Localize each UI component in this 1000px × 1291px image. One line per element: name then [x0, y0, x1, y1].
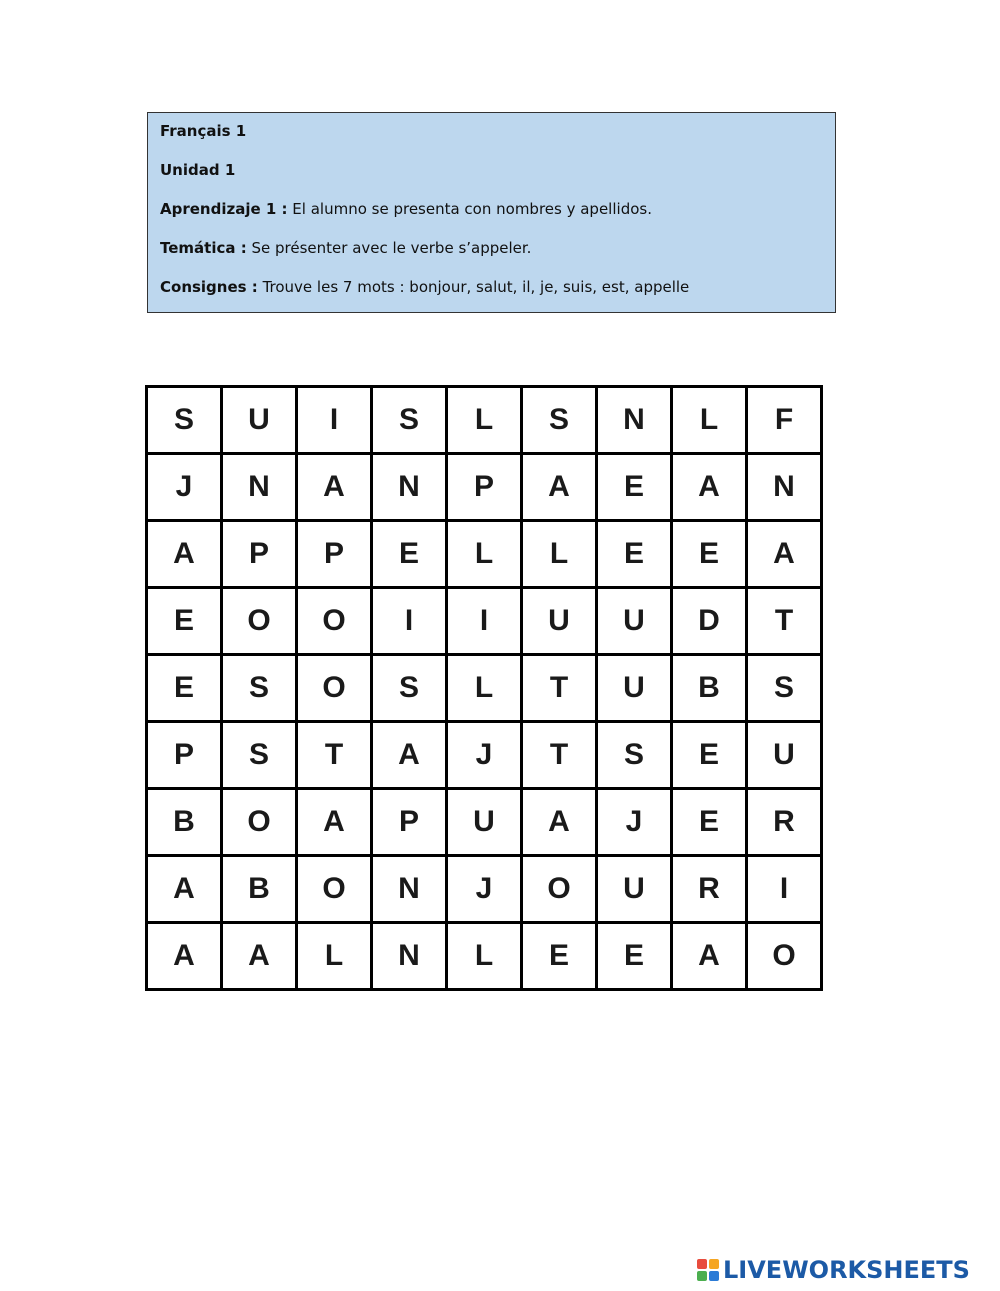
grid-cell[interactable]: A	[747, 521, 822, 588]
grid-row	[147, 722, 822, 789]
grid-cell[interactable]: F	[747, 387, 822, 454]
grid-cell[interactable]: O	[297, 588, 372, 655]
grid-cell[interactable]: N	[372, 923, 447, 990]
grid-cell[interactable]: E	[672, 789, 747, 856]
grid-cell[interactable]: U	[597, 655, 672, 722]
instructions-label: Consignes :	[160, 278, 258, 296]
grid-cell[interactable]: J	[597, 789, 672, 856]
grid-cell[interactable]: B	[222, 856, 297, 923]
unit-label: Unidad 1	[160, 161, 236, 179]
grid-cell[interactable]: E	[597, 521, 672, 588]
grid-cell[interactable]: E	[147, 588, 222, 655]
grid-cell[interactable]: N	[372, 454, 447, 521]
grid-cell[interactable]: E	[672, 722, 747, 789]
grid-cell[interactable]: S	[372, 655, 447, 722]
topic-line	[160, 238, 823, 277]
grid-cell[interactable]: U	[522, 588, 597, 655]
grid-cell[interactable]: O	[222, 789, 297, 856]
grid-cell[interactable]: L	[447, 655, 522, 722]
grid-cell[interactable]: U	[597, 856, 672, 923]
grid-row	[147, 588, 822, 655]
grid-cell[interactable]: S	[222, 655, 297, 722]
grid-cell[interactable]: N	[372, 856, 447, 923]
grid-row	[147, 856, 822, 923]
grid-cell[interactable]: U	[222, 387, 297, 454]
grid-cell[interactable]: U	[447, 789, 522, 856]
grid-cell[interactable]: A	[522, 454, 597, 521]
learning-text: El alumno se presenta con nombres y apellidos.	[287, 200, 652, 218]
learning-label: Aprendizaje 1 :	[160, 200, 288, 218]
grid-cell[interactable]: I	[447, 588, 522, 655]
grid-row	[147, 521, 822, 588]
grid-cell[interactable]: S	[147, 387, 222, 454]
grid-cell[interactable]: L	[297, 923, 372, 990]
grid-cell[interactable]: I	[372, 588, 447, 655]
grid-cell[interactable]: P	[447, 454, 522, 521]
grid-row	[147, 387, 822, 454]
word-search-grid	[145, 385, 823, 991]
topic-text: Se présenter avec le verbe s’appeler.	[246, 239, 532, 257]
grid-cell[interactable]: R	[672, 856, 747, 923]
grid-cell[interactable]: I	[747, 856, 822, 923]
grid-cell[interactable]: A	[147, 521, 222, 588]
grid-cell[interactable]: P	[297, 521, 372, 588]
grid-cell[interactable]: A	[147, 923, 222, 990]
liveworksheets-logo	[697, 1255, 970, 1285]
grid-cell[interactable]: S	[222, 722, 297, 789]
grid-cell[interactable]: A	[672, 454, 747, 521]
grid-cell[interactable]: O	[522, 856, 597, 923]
logo-block	[697, 1259, 707, 1269]
grid-cell[interactable]: O	[747, 923, 822, 990]
grid-cell[interactable]: N	[747, 454, 822, 521]
logo-blocks-icon	[697, 1259, 719, 1281]
grid-cell[interactable]: D	[672, 588, 747, 655]
grid-cell[interactable]: E	[597, 923, 672, 990]
grid-cell[interactable]: T	[522, 655, 597, 722]
grid-cell[interactable]: P	[372, 789, 447, 856]
grid-cell[interactable]: B	[672, 655, 747, 722]
grid-cell[interactable]: E	[597, 454, 672, 521]
grid-cell[interactable]: L	[447, 387, 522, 454]
grid-row	[147, 789, 822, 856]
grid-cell[interactable]: O	[222, 588, 297, 655]
course-line	[160, 121, 823, 160]
grid-cell[interactable]: E	[522, 923, 597, 990]
topic-label: Temática :	[160, 239, 247, 257]
grid-cell[interactable]: P	[147, 722, 222, 789]
logo-block	[697, 1271, 707, 1281]
grid-cell[interactable]: L	[522, 521, 597, 588]
grid-cell[interactable]: J	[447, 856, 522, 923]
logo-text: LIVEWORKSHEETS	[723, 1256, 970, 1284]
grid-cell[interactable]: S	[597, 722, 672, 789]
instructions-text: Trouve les 7 mots : bonjour, salut, il, je, suis, est, appelle	[257, 278, 690, 296]
grid-cell[interactable]: T	[747, 588, 822, 655]
instructions-line	[160, 277, 823, 316]
grid-cell[interactable]: N	[222, 454, 297, 521]
grid-cell[interactable]: L	[447, 521, 522, 588]
grid-cell[interactable]: J	[147, 454, 222, 521]
grid-cell[interactable]: A	[297, 454, 372, 521]
grid-cell[interactable]: S	[522, 387, 597, 454]
logo-block	[709, 1259, 719, 1269]
grid-cell[interactable]: L	[447, 923, 522, 990]
grid-cell[interactable]: U	[747, 722, 822, 789]
grid-cell[interactable]: A	[672, 923, 747, 990]
grid-cell[interactable]: A	[372, 722, 447, 789]
grid-cell[interactable]: S	[747, 655, 822, 722]
grid-cell[interactable]: A	[522, 789, 597, 856]
grid-row	[147, 454, 822, 521]
grid-cell[interactable]: A	[147, 856, 222, 923]
grid-cell[interactable]: T	[522, 722, 597, 789]
grid-cell[interactable]: J	[447, 722, 522, 789]
grid-cell[interactable]: N	[597, 387, 672, 454]
grid-row	[147, 655, 822, 722]
instructions-box	[147, 112, 836, 313]
course-label: Français 1	[160, 122, 247, 140]
grid-cell[interactable]: R	[747, 789, 822, 856]
learning-line	[160, 199, 823, 238]
grid-cell[interactable]: O	[297, 655, 372, 722]
unit-line	[160, 160, 823, 199]
grid-cell[interactable]: A	[297, 789, 372, 856]
logo-block	[709, 1271, 719, 1281]
grid-cell[interactable]: T	[297, 722, 372, 789]
grid-cell[interactable]: A	[222, 923, 297, 990]
grid-cell[interactable]: E	[372, 521, 447, 588]
grid-cell[interactable]: B	[147, 789, 222, 856]
grid-cell[interactable]: E	[147, 655, 222, 722]
grid-cell[interactable]: E	[672, 521, 747, 588]
grid-cell[interactable]: L	[672, 387, 747, 454]
grid-cell[interactable]: S	[372, 387, 447, 454]
grid-cell[interactable]: I	[297, 387, 372, 454]
grid-cell[interactable]: P	[222, 521, 297, 588]
grid-cell[interactable]: O	[297, 856, 372, 923]
grid-cell[interactable]: U	[597, 588, 672, 655]
grid-row	[147, 923, 822, 990]
